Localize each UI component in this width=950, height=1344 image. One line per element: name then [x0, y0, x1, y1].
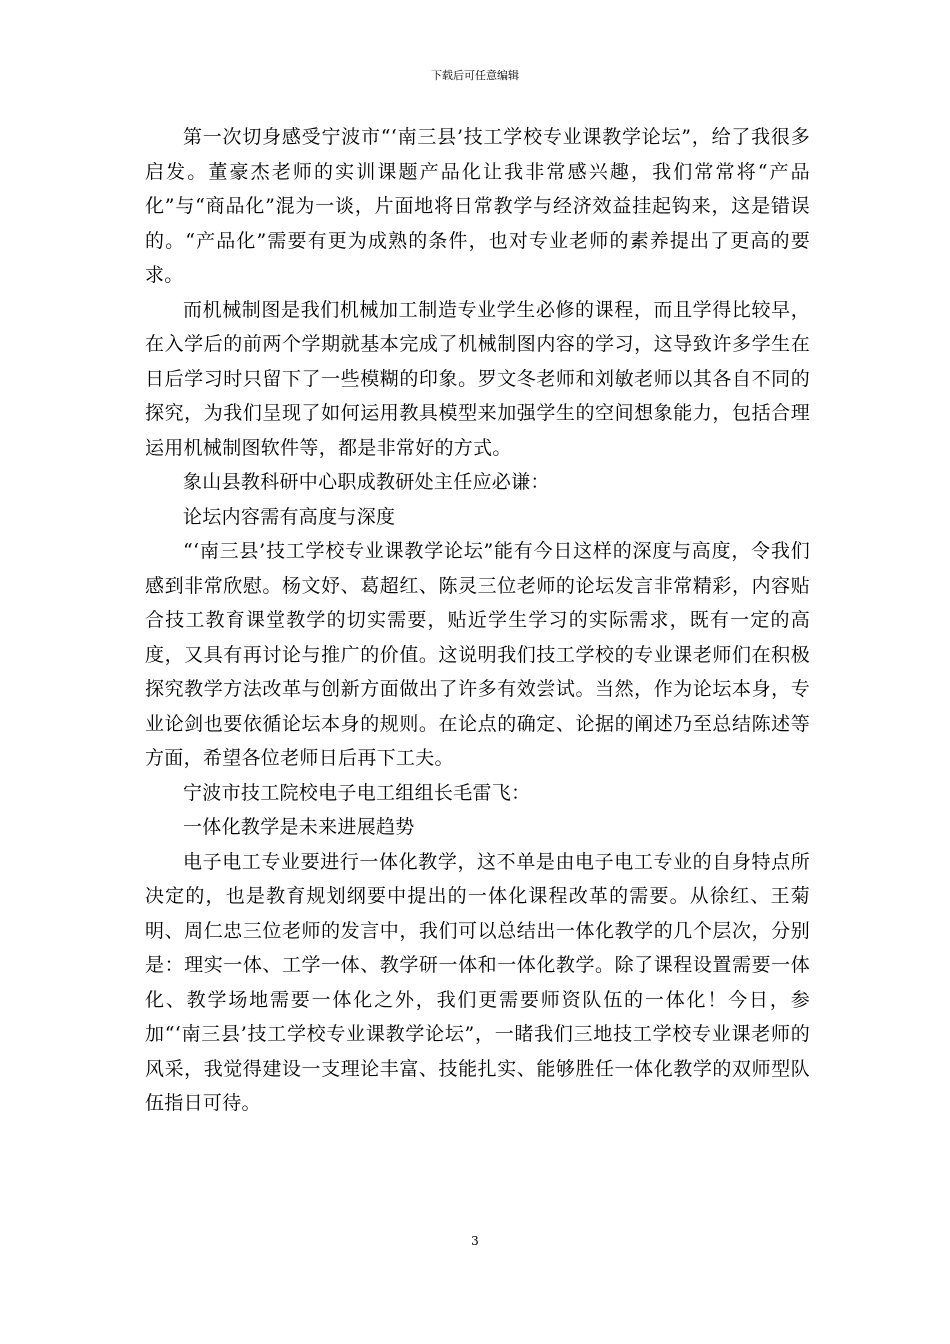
page-header: 下载后可任意编辑: [431, 69, 519, 82]
page-number: 3: [471, 1234, 479, 1248]
document-body: [145, 120, 810, 1121]
paragraph-1: 第一次切身感受宁波市“‘南三县’技工学校专业课教学论坛”，给了我很多启发。董豪杰老师的实训课题产品化让我非常感兴趣，我们常常将“产品化”与“商品化”混为一谈，片面地将日常教学与经济效益挂起钩来，这是错误的。“产品化”需要有更为成熟的条件，也对专业老师的素养提出了更高的要求。: [145, 126, 810, 286]
section-heading-2: 一体化教学是未来进展趋势: [183, 816, 415, 838]
paragraph-4: 电子电工专业要进行一体化教学，这不单是由电子电工专业的自身特点所决定的，也是教育规划纲要中提出的一体化课程改革的需要。从徐红、王菊明、周仁忠三位老师的发言中，我们可以总结出一体化教学的几个层次，分别是：理实一体、工学一体、教学研一体和一体化教学。除了课程设置需要一体化、教学场地需要一体化之外，我们更需要师资队伍的一体化！今日，参加“‘南三县’技工学校专业课教学论坛”，一睹我们三地技工学校专业课老师的风采，我觉得建设一支理论丰富、技能扎实、能够胜任一体化教学的双师型队伍指日可待。: [145, 850, 810, 1114]
paragraph-2: 而机械制图是我们机械加工制造专业学生必修的课程，而且学得比较早，在入学后的前两个学期就基本完成了机械制图内容的学习，这导致许多学生在日后学习时只留下了一些模糊的印象。罗文冬老师和刘敏老师以其各自不同的探究，为我们呈现了如何运用教具模型来加强学生的空间想象能力，包括合理运用机械制图软件等，都是非常好的方式。: [145, 298, 810, 459]
paragraph-3: “‘南三县’技工学校专业课教学论坛”能有今日这样的深度与高度，令我们感到非常欣慰。杨文妤、葛超红、陈灵三位老师的论坛发言非常精彩，内容贴合技工教育课堂教学的切实需要，贴近学生学习的实际需求，既有一定的高度，又具有再讨论与推广的价值。这说明我们技工学校的专业课老师们在积极探究教学方法改革与创新方面做出了许多有效尝试。当然，作为论坛本身，专业论剑也要依循论坛本身的规则。在论点的确定、论据的阐述乃至总结陈述等方面，希望各位老师日后再下工夫。: [145, 540, 810, 769]
section-heading-1: 论坛内容需有高度与深度: [183, 505, 396, 528]
speaker-line-2: 宁波市技工院校电子电工组组长毛雷飞：: [183, 781, 531, 804]
speaker-line-1: 象山县教科研中心职成教研处主任应必谦：: [183, 471, 550, 493]
